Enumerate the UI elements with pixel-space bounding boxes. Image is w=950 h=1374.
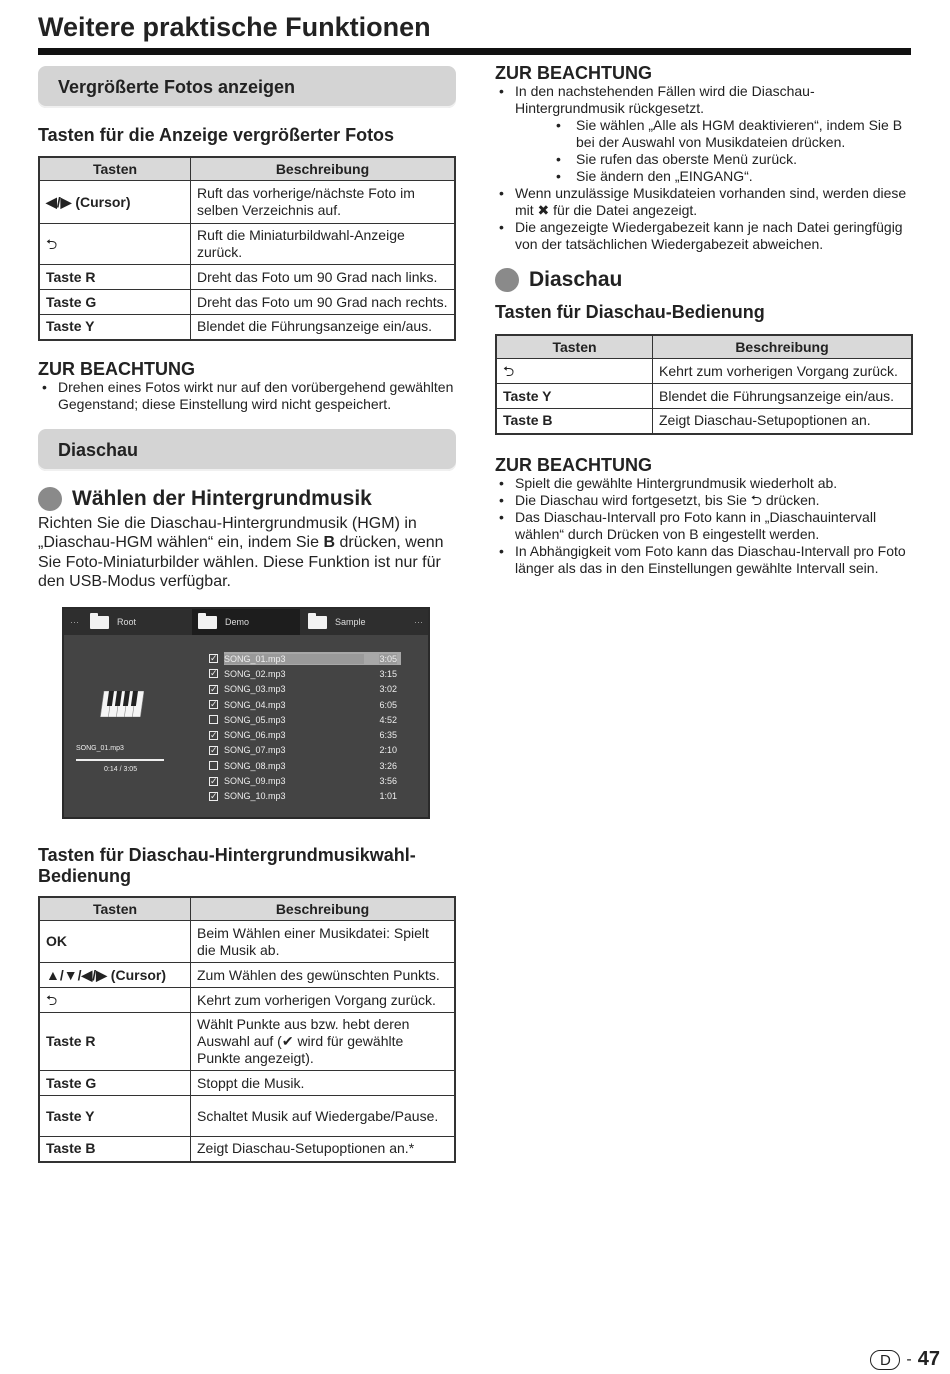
language-badge: D	[870, 1350, 900, 1370]
list-item: • Drehen eines Fotos wirkt nur auf den vorübergehend gewählten Gegenstand; diese Einstellung wird nicht gespeichert.	[38, 379, 456, 413]
column-header: Tasten	[39, 897, 191, 921]
page-number: 47	[917, 1348, 940, 1370]
song-list	[209, 651, 401, 804]
table-row	[39, 265, 455, 290]
page-title: Weitere praktische Funktionen	[38, 12, 431, 42]
table-row	[39, 290, 455, 315]
note-title: ZUR BEACHTUNG	[495, 63, 652, 83]
slideshow-heading-text: Diaschau	[529, 268, 623, 291]
description-cell: Stoppt die Musik.	[191, 1071, 456, 1096]
column-header: Tasten	[39, 157, 191, 181]
column-header: Beschreibung	[191, 897, 456, 921]
checkbox-checked-icon[interactable]: ✓	[210, 699, 218, 710]
song-duration: 3:02	[379, 684, 397, 695]
folder-icon	[90, 616, 109, 629]
song-row[interactable]	[209, 651, 401, 666]
left-column	[38, 66, 456, 592]
list-item: • Das Diaschau-Intervall pro Foto kann in „Diaschauintervall wählen“ durch Drücken von B eingestellt werden.	[495, 509, 913, 543]
table-row	[39, 963, 455, 988]
song-row[interactable]	[209, 789, 401, 804]
table-row	[496, 384, 912, 409]
ellipsis-left: ···	[70, 617, 79, 627]
tab-label: Root	[117, 617, 137, 627]
table-row	[39, 1071, 455, 1096]
song-name: SONG_09.mp3	[224, 776, 286, 787]
description-cell: Zeigt Diaschau-Setupoptionen an.	[653, 409, 913, 434]
checkbox-empty-icon[interactable]	[209, 715, 218, 724]
bgm-paragraph	[38, 514, 456, 592]
return-icon: ⮌	[496, 359, 653, 384]
song-row[interactable]	[209, 666, 401, 681]
folder-icon	[308, 616, 327, 629]
key-cell: Taste R	[39, 265, 191, 290]
table-row	[39, 224, 455, 265]
description-cell: Blendet die Führungsanzeige ein/aus.	[653, 384, 913, 409]
tab-label: Demo	[225, 617, 250, 627]
b-key-label: B	[323, 534, 336, 551]
list-item: • Spielt die gewählte Hintergrundmusik wiederholt ab.	[495, 475, 913, 492]
table-row	[39, 921, 455, 963]
key-cell: Taste G	[39, 1071, 191, 1096]
title-rule	[38, 48, 911, 55]
table-row	[39, 181, 455, 224]
table-header-row	[496, 335, 912, 359]
table-row	[39, 1013, 455, 1071]
description-cell: Schaltet Musik auf Wiedergabe/Pause.	[191, 1096, 456, 1137]
column-header: Beschreibung	[653, 335, 913, 359]
enlarged-photo-keys-table	[38, 156, 456, 341]
table-row	[39, 988, 455, 1013]
note-title: ZUR BEACHTUNG	[495, 454, 652, 475]
tab-demo[interactable]	[192, 609, 300, 635]
key-cell: ◀/▶ (Cursor)	[39, 181, 191, 224]
section-banner-enlarged-photos: Vergrößerte Fotos anzeigen	[38, 66, 456, 108]
bgm-heading-text: Wählen der Hintergrundmusik	[72, 486, 372, 510]
note-list	[38, 379, 456, 413]
list-item: • In Abhängigkeit vom Foto kann das Diaschau-Intervall pro Foto länger als das in den Einstellungen gewählte Intervall sein.	[495, 543, 913, 577]
table-row	[496, 409, 912, 434]
key-cell: Taste G	[39, 290, 191, 315]
key-cell: Taste B	[39, 1137, 191, 1162]
folder-tab-bar	[64, 609, 428, 635]
description-cell: Ruft die Miniaturbildwahl-Anzeige zurück.	[191, 224, 456, 265]
list-item-text: In den nachstehenden Fällen wird die Diaschau-Hintergrundmusik rückgesetzt.	[515, 83, 815, 116]
song-row[interactable]	[209, 712, 401, 727]
song-row[interactable]	[209, 743, 401, 758]
song-name: SONG_06.mp3	[224, 730, 286, 741]
piano-icon	[100, 691, 144, 717]
checkbox-checked-icon[interactable]: ✓	[210, 775, 218, 786]
key-cell: OK	[39, 921, 191, 963]
song-duration: 3:05	[379, 653, 397, 664]
tab-label: Sample	[335, 617, 366, 627]
slideshow-heading	[495, 268, 913, 292]
checkbox-checked-icon[interactable]: ✓	[210, 744, 218, 755]
table-row	[496, 359, 912, 384]
sub-list	[515, 117, 913, 185]
description-cell: Ruft das vorherige/nächste Foto im selben Verzeichnis auf.	[191, 181, 456, 224]
ellipsis-right: ···	[414, 617, 423, 627]
description-cell: Blendet die Führungsanzeige ein/aus.	[191, 315, 456, 340]
return-icon: ⮌	[39, 224, 191, 265]
song-name: SONG_02.mp3	[224, 668, 286, 679]
key-cell: Taste Y	[39, 1096, 191, 1137]
list-item: • Wenn unzulässige Musikdateien vorhanden sind, werden diese mit ✖ für die Datei angezeigt.	[495, 185, 913, 219]
key-cell: Taste Y	[496, 384, 653, 409]
song-duration: 6:35	[379, 730, 397, 741]
section-banner-slideshow: Diaschau	[38, 429, 456, 471]
song-row[interactable]	[209, 682, 401, 697]
description-cell: Kehrt zum vorherigen Vorgang zurück.	[191, 988, 456, 1013]
song-row[interactable]	[209, 697, 401, 712]
tab-root[interactable]	[90, 609, 190, 635]
song-duration: 3:56	[379, 776, 397, 787]
playback-progress-bar	[76, 759, 164, 761]
page-footer	[870, 1348, 940, 1371]
song-name: SONG_05.mp3	[224, 714, 286, 725]
sub-list-item: • Sie wählen „Alle als HGM deaktivieren“, indem Sie B bei der Auswahl von Musikdateien drücken.	[556, 117, 913, 151]
song-duration: 3:26	[379, 760, 397, 771]
footer-dash: -	[906, 1350, 912, 1368]
folder-icon	[198, 616, 217, 629]
table-row	[39, 1137, 455, 1162]
description-cell: Dreht das Foto um 90 Grad nach links.	[191, 265, 456, 290]
song-duration: 6:05	[379, 699, 397, 710]
description-cell: Kehrt zum vorherigen Vorgang zurück.	[653, 359, 913, 384]
song-row[interactable]	[209, 758, 401, 773]
list-item	[495, 83, 913, 185]
song-row[interactable]	[209, 773, 401, 788]
key-cell: ▲/▼/◀/▶ (Cursor)	[39, 963, 191, 988]
description-cell: Zeigt Diaschau-Setupoptionen an.*	[191, 1137, 456, 1162]
song-row[interactable]	[209, 727, 401, 742]
description-cell: Wählt Punkte aus bzw. hebt deren Auswahl auf (✔ wird für gewählte Punkte angezeigt).	[191, 1013, 456, 1071]
bgm-text: drücken, wenn Sie Foto-Miniaturbilder wählen. Diese Funktion ist nur für den USB-Modus verfügbar.	[38, 534, 444, 590]
description-cell: Dreht das Foto um 90 Grad nach rechts.	[191, 290, 456, 315]
sub-list-item: • Sie ändern den „EINGANG“.	[556, 168, 913, 185]
list-item: • Die angezeigte Wiedergabezeit kann je nach Datei geringfügig von der tatsächlichen Wiedergabezeit abweichen.	[495, 219, 913, 253]
table1-heading: Tasten für die Anzeige vergrößerter Fotos	[38, 125, 395, 145]
description-cell: Zum Wählen des gewünschten Punkts.	[191, 963, 456, 988]
song-name: SONG_01.mp3	[224, 654, 364, 664]
song-name: SONG_08.mp3	[224, 760, 286, 771]
song-name: SONG_10.mp3	[224, 791, 286, 802]
key-cell: Taste Y	[39, 315, 191, 340]
playback-time: 0:14 / 3:05	[104, 766, 138, 773]
now-playing-filename: SONG_01.mp3	[76, 745, 124, 752]
checkbox-checked-icon[interactable]: ✓	[210, 729, 218, 740]
note-list	[495, 475, 913, 577]
song-duration: 2:10	[379, 745, 397, 756]
bgm-keys-table	[38, 896, 456, 1163]
note-title: ZUR BEACHTUNG	[38, 358, 195, 379]
checkbox-empty-icon[interactable]	[209, 761, 218, 770]
list-item: • Die Diaschau wird fortgesetzt, bis Sie ⮌ drücken.	[495, 492, 913, 509]
song-name: SONG_07.mp3	[224, 745, 286, 756]
left-lower-column	[38, 845, 456, 1163]
tab-sample[interactable]	[308, 609, 408, 635]
circle-bullet-icon	[38, 487, 62, 511]
right-column	[495, 64, 913, 577]
checkbox-checked-icon[interactable]: ✓	[210, 653, 218, 664]
table-row	[39, 1096, 455, 1137]
key-cell: Taste R	[39, 1013, 191, 1071]
checkbox-checked-icon[interactable]: ✓	[210, 668, 218, 679]
checkbox-checked-icon[interactable]: ✓	[210, 790, 218, 801]
column-header: Tasten	[496, 335, 653, 359]
checkbox-checked-icon[interactable]: ✓	[210, 683, 218, 694]
circle-bullet-icon	[495, 268, 519, 292]
bgm-heading	[38, 487, 456, 511]
table3-heading: Tasten für Diaschau-Bedienung	[495, 302, 765, 322]
return-icon: ⮌	[39, 988, 191, 1013]
slideshow-keys-table	[495, 334, 913, 435]
song-duration: 1:01	[379, 791, 397, 802]
sub-list-item: • Sie rufen das oberste Menü zurück.	[556, 151, 913, 168]
song-name: SONG_04.mp3	[224, 699, 286, 710]
song-name: SONG_03.mp3	[224, 684, 286, 695]
table-header-row	[39, 157, 455, 181]
column-header: Beschreibung	[191, 157, 456, 181]
song-duration: 3:15	[379, 668, 397, 679]
key-cell: Taste B	[496, 409, 653, 434]
bgm-selection-screen	[62, 607, 430, 819]
table-row	[39, 315, 455, 340]
bgm-text: Richten Sie die Diaschau-Hintergrundmusik (HGM) in „Diaschau-HGM wählen“ ein, indem Sie	[38, 514, 417, 551]
table2-heading: Tasten für Diaschau-Hintergrundmusikwahl-Bedienung	[38, 845, 416, 886]
description-cell: Beim Wählen einer Musikdatei: Spielt die Musik ab.	[191, 921, 456, 963]
note-list	[495, 83, 913, 253]
song-duration: 4:52	[379, 714, 397, 725]
table-header-row	[39, 897, 455, 921]
